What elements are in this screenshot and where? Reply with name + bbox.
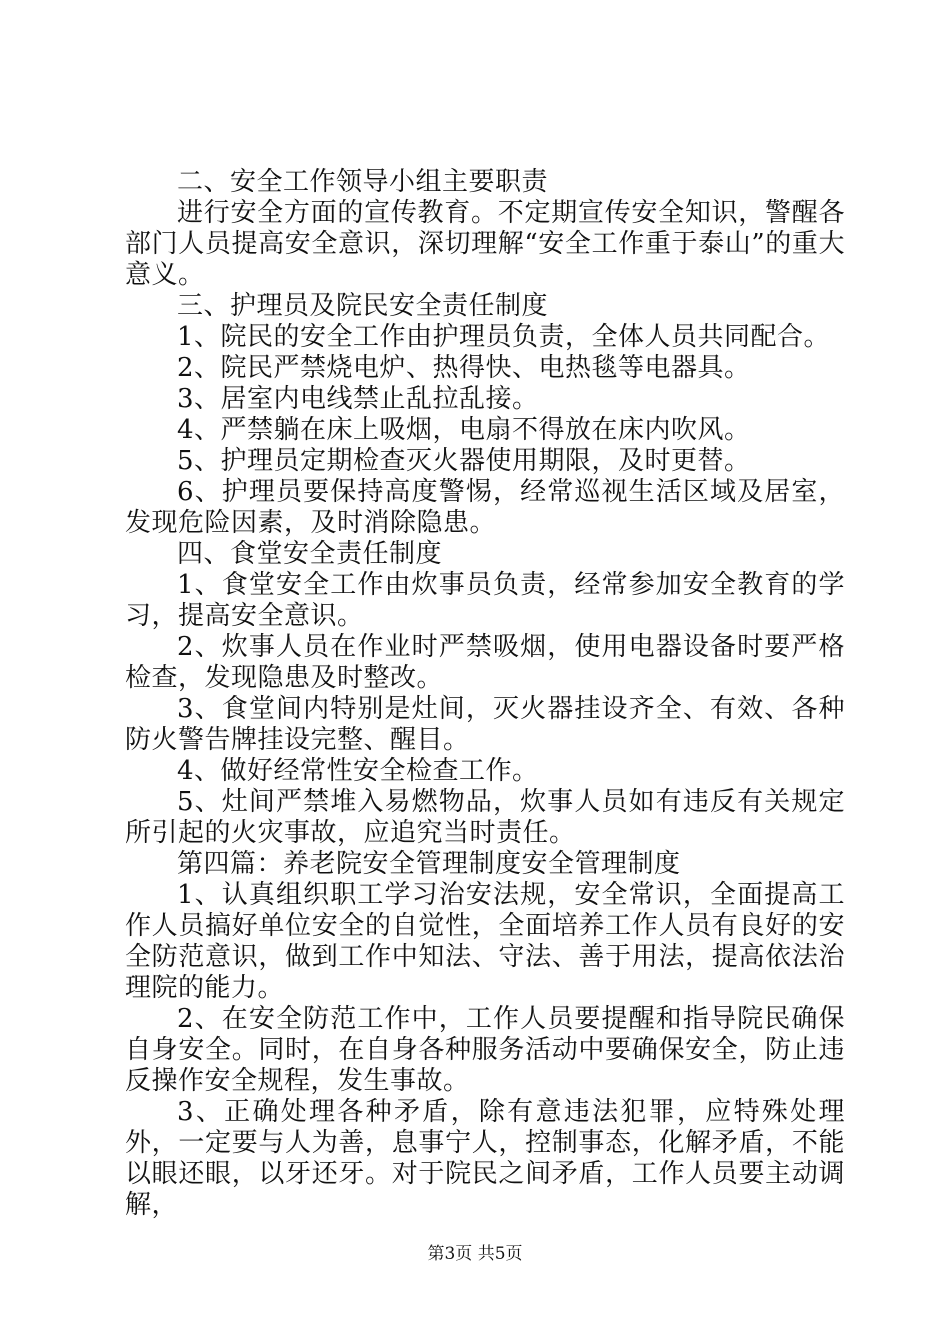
- list-item: 5、护理员定期检查灭火器使用期限，及时更替。: [177, 446, 751, 476]
- document-body: [125, 167, 845, 1221]
- list-item: 1、院民的安全工作由护理员负责，全体人员共同配合。: [177, 322, 831, 352]
- list-item: 4、严禁躺在床上吸烟，电扇不得放在床内吹风。: [177, 415, 751, 445]
- list-item: 4、做好经常性安全检查工作。: [177, 756, 539, 786]
- section-heading-4: 四、食堂安全责任制度: [177, 539, 443, 569]
- chapter-heading: 第四篇：养老院安全管理制度安全管理制度: [177, 849, 681, 879]
- list-item: 2、在安全防范工作中，工作人员要提醒和指导院民确保自身安全。同时，在自身各种服务活动中要确保安全，防止违反操作安全规程，发生事故。: [125, 1004, 845, 1096]
- list-item: 3、正确处理各种矛盾，除有意违法犯罪，应特殊处理外，一定要与人为善，息事宁人，控制事态，化解矛盾，不能以眼还眼，以牙还牙。对于院民之间矛盾，工作人员要主动调解，: [125, 1097, 845, 1220]
- page-number-footer: 第3页 共5页: [427, 1244, 523, 1264]
- list-item: 2、炊事人员在作业时严禁吸烟，使用电器设备时要严格检查，发现隐患及时整改。: [125, 632, 845, 693]
- list-item: 2、院民严禁烧电炉、热得快、电热毯等电器具。: [177, 353, 751, 383]
- section-heading-3: 三、护理员及院民安全责任制度: [177, 291, 549, 321]
- list-item: 1、食堂安全工作由炊事员负责，经常参加安全教育的学习，提高安全意识。: [125, 570, 845, 631]
- list-item: 1、认真组织职工学习治安法规，安全常识，全面提高工作人员搞好单位安全的自觉性，全面培养工作人员有良好的安全防范意识，做到工作中知法、守法、善于用法，提高依法治理院的能力。: [125, 880, 845, 1003]
- list-item: 6、护理员要保持高度警惕，经常巡视生活区域及居室，发现危险因素，及时消除隐患。: [125, 477, 845, 538]
- paragraph: 进行安全方面的宣传教育。不定期宣传安全知识，警醒各部门人员提高安全意识，深切理解“安全工作重于泰山”的重大意义。: [125, 198, 845, 290]
- list-item: 3、居室内电线禁止乱拉乱接。: [177, 384, 539, 414]
- section-heading-2: 二、安全工作领导小组主要职责: [177, 167, 549, 197]
- list-item: 5、灶间严禁堆入易燃物品，炊事人员如有违反有关规定所引起的火灾事故，应追究当时责任。: [125, 787, 845, 848]
- list-item: 3、食堂间内特别是灶间，灭火器挂设齐全、有效、各种防火警告牌挂设完整、醒目。: [125, 694, 845, 755]
